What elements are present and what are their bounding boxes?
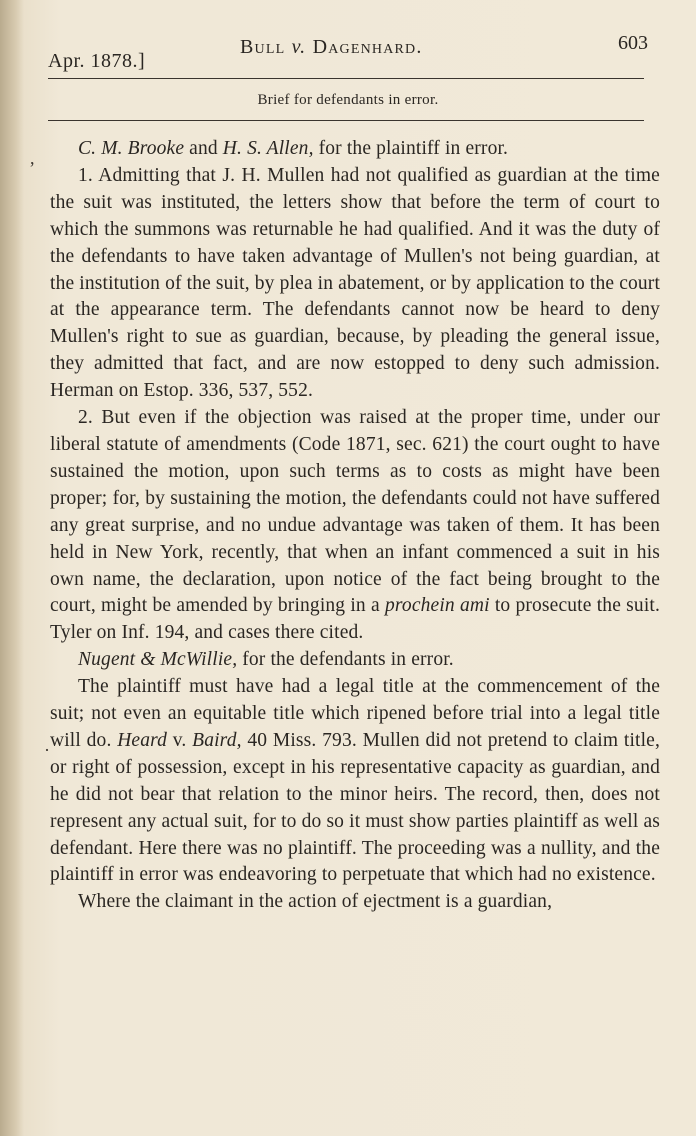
- case-versus: v.: [291, 36, 307, 58]
- paragraph-argument: [50, 674, 660, 889]
- latin-term: prochein ami: [385, 595, 490, 617]
- case-citation: Baird,: [192, 729, 242, 751]
- brief-body: [50, 136, 660, 916]
- text-run: for the plaintiff in error.: [313, 138, 509, 159]
- margin-tick-mark: ,: [30, 148, 35, 168]
- header-date: Apr. 1878.]: [48, 50, 146, 72]
- running-title: [240, 36, 423, 59]
- section-subheading: Brief for defendants in error.: [257, 92, 439, 108]
- paragraph-counsel-defendants: [50, 647, 660, 674]
- text-run: for the defendants in error.: [237, 649, 454, 671]
- paragraph-continuation: Where the claimant in the action of ejectment is a guardian,: [78, 891, 553, 913]
- counsel-name: C. M. Brooke: [78, 138, 185, 159]
- text-run: 40 Miss. 793. Mullen did not pretend to claim title, or right of possession, except in his representative capacity as guardian, and he did not bear that relation to the minor heirs. The record, then, does not represent any actual suit, for to do so it must show parties plaintiff as well as defendant. Here there was no plaintiff. The proceeding was a nullity, and the plaintiff in error was endeavoring to perpetuate that which had no existence.: [50, 729, 661, 886]
- text-run: v.: [167, 729, 193, 751]
- case-name-right: Dagenhard.: [312, 36, 423, 58]
- margin-dot-mark: ·: [44, 740, 50, 760]
- counsel-name: H. S. Allen,: [222, 138, 314, 159]
- text-run: The plaintiff must have had a legal title at the commencement of the suit; not even an equitable title which ripened before trial into a legal title will do.: [50, 676, 660, 751]
- page-number: 603: [618, 32, 648, 54]
- text-run: and: [184, 138, 223, 159]
- text-run: 2. But even if the objection was raised at the proper time, under our liberal statute of amendments (Code 1871, sec. 621) the court ought to have sustained the motion, upon such terms as to costs as might have been proper; for, by sustaining the motion, the defendants could not have suffered any great surprise, and no undue advantage was taken of them. It has been held in New York, recently, that when an infant commenced a suit in his own name, the declaration, upon notice of the fact being brought to the court, might be amended by bringing in a: [50, 407, 660, 617]
- counsel-name: Nugent & McWillie,: [78, 649, 238, 671]
- header-rule-bottom: [48, 120, 644, 121]
- header-rule-top: [48, 78, 644, 79]
- page-gutter: [0, 0, 24, 1136]
- case-name-left: Bull: [240, 36, 286, 58]
- paragraph-point-1: 1. Admitting that J. H. Mullen had not qualified as guardian at the time the suit was instituted, the letters show that before the term of court to which the summons was returnable he had qualified. And it was the duty of the defendants to have taken advantage of Mullen's not being guardian, at the institution of the suit, by plea in abatement, or by application to the court at the appearance term. The defendants cannot now be heard to deny Mullen's right to sue as guardian, because, by pleading the general issue, they admitted that fact, and are now estopped to deny such admission. Herman on Estop. 336, 537, 552.: [50, 164, 661, 402]
- text-run: to prosecute the suit. Tyler on Inf. 194, and cases there cited.: [50, 595, 660, 644]
- paragraph-point-2: [50, 405, 660, 647]
- paragraph-counsel-plaintiff: [50, 136, 660, 163]
- case-citation: Heard: [117, 729, 168, 751]
